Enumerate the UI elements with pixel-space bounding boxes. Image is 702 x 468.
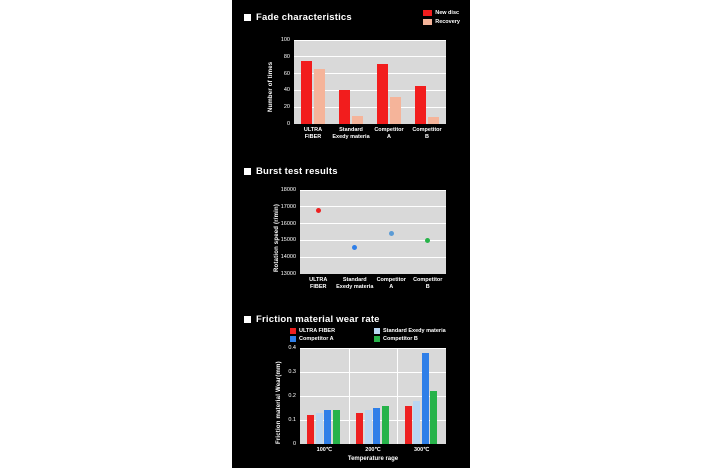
section-title-fade [244, 12, 352, 23]
section-title-text: Burst test results [256, 166, 338, 177]
bar-competitor-a [324, 410, 331, 444]
ytick-label: 17000 [280, 203, 296, 210]
gridline [300, 190, 446, 191]
legend-swatch-new-disc [423, 10, 432, 16]
xtick-line: ULTRA [303, 127, 323, 133]
bar-competitor-a [373, 408, 380, 444]
scatter-point [389, 231, 394, 236]
chart-wear-plot [300, 348, 446, 444]
legend-swatch-ultra-fiber [290, 328, 296, 334]
vertical-gridline [397, 348, 398, 444]
chart-wear-xaxis-title-wrap [300, 456, 446, 462]
bullet-square-icon [244, 316, 251, 323]
bar-recovery [352, 116, 363, 124]
gridline [294, 56, 446, 57]
section-title-text: Friction material wear rate [256, 314, 380, 325]
bar-standard-exedy-materia [413, 401, 420, 444]
bar-competitor-b [430, 391, 437, 444]
gridline [294, 40, 446, 41]
bar-new-disc [301, 61, 312, 124]
ytick-label: 0 [286, 121, 290, 127]
legend-label-competitor-b: Competitor B [383, 336, 418, 342]
legend-label-ultra-fiber: ULTRA FIBER [299, 328, 336, 334]
legend-label-recovery: Recovery [435, 19, 460, 25]
gridline [300, 348, 446, 349]
legend-wear [290, 328, 462, 342]
ytick-label: 80 [283, 53, 290, 60]
bar-ultra-fiber [405, 406, 412, 444]
legend-item-ultra-fiber [290, 328, 368, 334]
bar-standard-exedy-materia [316, 413, 323, 444]
ytick-label: 0 [292, 441, 296, 447]
xtick-line: FIBER [304, 134, 322, 140]
legend-item-competitor-a [290, 336, 368, 342]
legend-fade [423, 10, 460, 25]
gridline [300, 257, 446, 258]
bar-new-disc [377, 64, 388, 124]
ytick-label: 15000 [280, 237, 296, 244]
legend-swatch-standard-exedy [374, 328, 380, 334]
xtick-line: Competitor [412, 127, 442, 133]
xtick-line: Standard [339, 127, 363, 133]
bar-new-disc [339, 90, 350, 124]
xtick-line: B [425, 134, 429, 140]
ytick-label: 18000 [280, 187, 296, 193]
bar-recovery [428, 117, 439, 124]
xtick-label: 100℃ [316, 447, 332, 453]
ytick-label: 16000 [280, 220, 296, 227]
section-title-text: Fade characteristics [256, 12, 352, 23]
chart-burst-ylabel: Rotation speed (r/min) [274, 203, 280, 272]
ytick-label: 20 [283, 104, 290, 111]
legend-swatch-competitor-a [290, 336, 296, 342]
ytick-label: 60 [283, 70, 290, 77]
xtick-line: Competitor [413, 277, 443, 283]
scatter-point [316, 208, 321, 213]
bar-competitor-a [422, 353, 429, 444]
xtick-line: A [389, 284, 394, 290]
xtick-line: Standard [342, 277, 367, 283]
legend-item-recovery [423, 19, 460, 25]
ytick-label: 40 [283, 87, 290, 94]
bar-new-disc [415, 86, 426, 124]
chart-wear-xlabel: Temperature rage [347, 456, 399, 462]
bar-competitor-b [333, 410, 340, 444]
gridline [300, 223, 446, 224]
xtick-label [404, 277, 453, 291]
legend-label-competitor-a: Competitor A [299, 336, 334, 342]
legend-item-competitor-b [374, 336, 458, 342]
legend-label-standard-exedy: Standard Exedy materia [383, 328, 446, 334]
section-title-burst [244, 166, 338, 177]
ytick-label: 0.2 [288, 393, 296, 399]
chart-fade-ylabel: Number of times [268, 61, 274, 112]
legend-swatch-competitor-b [374, 336, 380, 342]
xtick-line: Competitor [376, 277, 406, 283]
bar-ultra-fiber [307, 415, 314, 444]
legend-item-standard-exedy [374, 328, 458, 334]
gridline [300, 240, 446, 241]
scatter-point [425, 238, 430, 243]
ytick-label: 0.4 [288, 345, 296, 351]
xtick-line: Competitor [374, 127, 404, 133]
ytick-label: 14000 [280, 254, 296, 261]
ytick-label: 0.1 [288, 417, 296, 423]
bar-recovery [390, 97, 401, 124]
legend-item-new-disc [423, 10, 460, 16]
gridline [300, 206, 446, 207]
xtick-label: 300℃ [413, 447, 430, 453]
bar-competitor-b [382, 406, 389, 444]
bar-ultra-fiber [356, 413, 363, 444]
xtick-line: B [425, 284, 430, 290]
xtick-line: FIBER [310, 284, 327, 290]
xtick-line: Exedy materia [332, 134, 370, 140]
legend-label-new-disc: New disc [435, 10, 460, 16]
xtick-line: ULTRA [309, 277, 328, 283]
content-panel [232, 0, 470, 468]
chart-wear-ylabel: Friction material Wear(mm) [276, 361, 282, 444]
bullet-square-icon [244, 168, 251, 175]
chart-burst-plot [300, 190, 446, 274]
chart-fade-plot [294, 40, 446, 124]
xtick-label [402, 127, 452, 141]
vertical-gridline [349, 348, 350, 444]
ytick-label: 13000 [280, 271, 296, 277]
xtick-label: 200℃ [365, 447, 381, 453]
bar-standard-exedy-materia [365, 410, 372, 444]
ytick-label: 100 [280, 37, 290, 43]
bar-recovery [314, 69, 325, 124]
ytick-label: 0.3 [288, 369, 296, 375]
section-title-wear [244, 314, 380, 325]
legend-swatch-recovery [423, 19, 432, 25]
scatter-point [352, 245, 357, 250]
xtick-line: A [387, 134, 391, 140]
bullet-square-icon [244, 14, 251, 21]
xtick-line: Exedy materia [336, 284, 374, 290]
